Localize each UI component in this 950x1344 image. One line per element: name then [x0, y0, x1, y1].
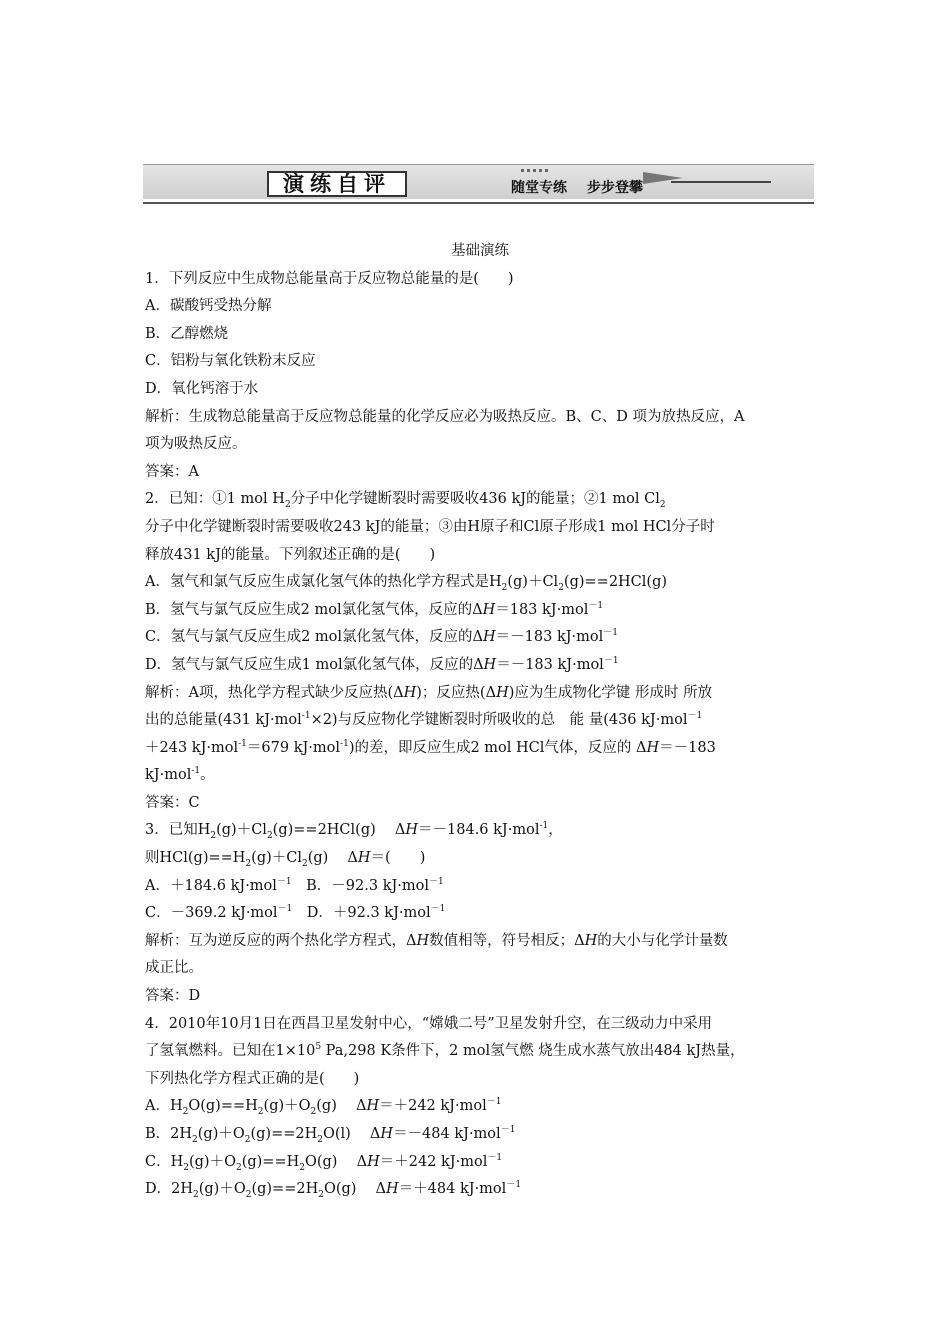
- q4-stem-2: 了氢氧燃料。已知在$1\times 10^5$ Pa,298 K条件下，2 mol氢气燃 烧生成水蒸气放出484 kJ热量，: [145, 1042, 745, 1060]
- section-heading: 基础演练: [451, 243, 509, 259]
- q3-stem-2: 则$HCl(g)==H_2(g)+Cl_2(g)$ ΔH＝( ): [145, 850, 426, 869]
- banner-subtitle-2: 步步登攀: [587, 180, 643, 196]
- q1-option-d: D．氧化钙溶于水: [145, 380, 259, 397]
- q3-explanation-1: 解析：互为逆反应的两个热化学方程式，ΔH数值相等，符号相反；ΔH的大小与化学计量数: [145, 932, 728, 949]
- q1-stem: 1．下列反应中生成物总能量高于反应物总能量的是( ): [145, 270, 514, 287]
- q2-explanation-1: 解析：A项，热化学方程式缺少反应热(ΔH)；反应热(ΔH)应为生成物化学键 形成时 所放: [145, 684, 713, 701]
- q3-options-ab: A．＋184.6 kJ·mol$^{-1}$ B．－92.3 kJ·mol$^{-1}$: [145, 876, 444, 894]
- q2-option-d: D．氢气与氯气反应生成1 mol氯化氢气体，反应的ΔH＝－183 kJ·mol$^{-1}$: [145, 656, 619, 673]
- banner-dots: [521, 169, 551, 172]
- q1-option-b: B．乙醇燃烧: [145, 325, 229, 342]
- q2-option-a: A．氢气和氯气反应生成氯化氢气体的热化学方程式是$H_2(g)+Cl_2(g)==2HCl(g)$: [145, 574, 668, 594]
- q2-stem-2: 分子中化学键断裂时需要吸收243 kJ的能量；③由H原子和Cl原子形成1 mol HCl分子时: [145, 518, 715, 535]
- q1-explanation-cont: 项为吸热反应。: [145, 436, 247, 453]
- q3-stem-1: 3．已知$H_2(g)+Cl_2(g)==2HCl(g)$ ΔH＝－184.6 kJ·mol$^{-1}$，: [145, 821, 563, 842]
- document-body: [145, 238, 815, 1204]
- q1-option-a: A．碳酸钙受热分解: [145, 298, 272, 315]
- q4-option-c: C．$H_2(g)+O_2(g)==H_2O(g)$ ΔH＝＋242 kJ·mol$^{-1}$: [145, 1152, 503, 1173]
- banner-subtitle-1: 随堂专练: [511, 180, 567, 196]
- q4-option-d: D．$2H_2(g)+O_2(g)==2H_2O(g)$ ΔH＝＋484 kJ·mol$^{-1}$: [145, 1180, 522, 1201]
- q2-explanation-3: ＋243 kJ·mol$^{-1}$＝679 kJ·mol$^{-1}$)的差，即反应生成2 mol HCl气体，反应的 ΔH＝－183: [145, 738, 716, 756]
- q2-option-c: C．氢气与氯气反应生成2 mol氯化氢气体，反应的ΔH＝－183 kJ·mol$^{-1}$: [145, 628, 619, 646]
- q1-explanation: 解析：生成物总能量高于反应物总能量的化学反应必为吸热反应。B、C、D 项为放热反应，A: [145, 408, 745, 425]
- q1-option-c: C．铝粉与氧化铁粉末反应: [145, 353, 316, 370]
- q2-answer: 答案：C: [145, 794, 200, 811]
- q2-stem-1: 2．已知：①1 mol $H_2$分子中化学键断裂时需要吸收436 kJ的能量；②1 mol $Cl_2$: [145, 491, 666, 511]
- q2-explanation-4: kJ·mol$^{-1}$。: [145, 766, 215, 784]
- q4-stem-1: 4．2010年10月1日在西昌卫星发射中心，“嫦娥二号”卫星发射升空，在三级动力中采用: [145, 1015, 713, 1032]
- section-banner: [143, 164, 814, 200]
- q1-answer: 答案：A: [145, 463, 199, 480]
- q3-options-cd: C．－369.2 kJ·mol$^{-1}$ D．＋92.3 kJ·mol$^{-1}$: [145, 904, 446, 922]
- q4-stem-3: 下列热化学方程式正确的是( ): [145, 1070, 360, 1087]
- q2-explanation-2: 出的总能量(431 kJ·mol$^{-1}$×2)与反应物化学键断裂时所吸收的总 能 量(436 kJ·mol$^{-1}$: [145, 711, 703, 729]
- q3-answer: 答案：D: [145, 988, 201, 1005]
- banner-title: 演练自评: [267, 171, 407, 197]
- q4-option-b: B．$2H_2(g)+O_2(g)==2H_2O(l)$ ΔH＝－484 kJ·mol$^{-1}$: [145, 1125, 516, 1145]
- q4-option-a: A．$H_2O(g)==H_2(g)+O_2(g)$ ΔH＝＋242 kJ·mol$^{-1}$: [145, 1097, 502, 1118]
- q3-explanation-2: 成正比。: [145, 960, 203, 977]
- q2-stem-3: 释放431 kJ的能量。下列叙述正确的是( ): [145, 546, 436, 563]
- banner-line: [671, 181, 771, 183]
- banner-subtitle: [511, 177, 643, 197]
- q2-option-b: B．氢气与氯气反应生成2 mol氯化氢气体，反应的ΔH＝183 kJ·mol$^{-1}$: [145, 600, 604, 618]
- banner-rule: [143, 202, 814, 204]
